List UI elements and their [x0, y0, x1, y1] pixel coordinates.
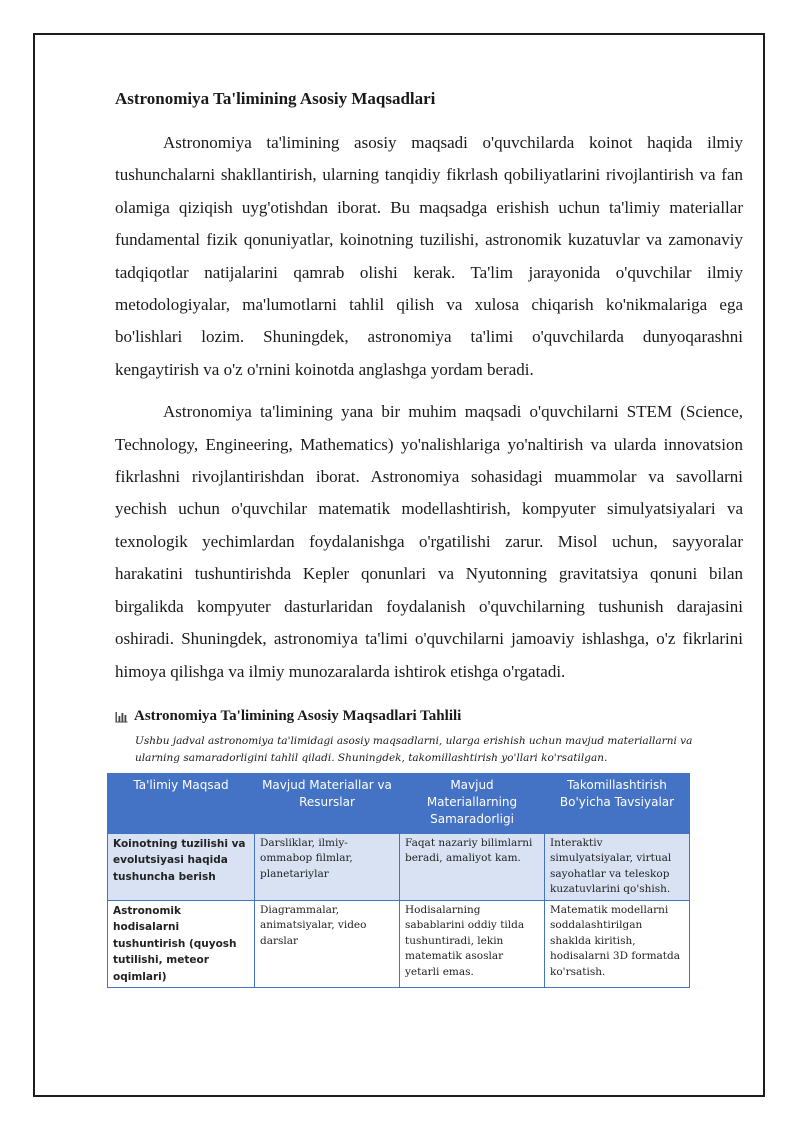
cell-effectiveness: Hodisalarning sabablarini oddiy tilda tushuntiradi, lekin matematik asoslar yetarli emas. — [400, 900, 545, 988]
table-description: Ushbu jadval astronomiya ta'limidagi asosiy maqsadlarni, ularga erishish uchun mavjud materiallarni va ularning samaradorligini tahlil qiladi. Shuningdek, takomillashtirish yo'llari ko'rsatilgan. — [135, 734, 693, 764]
column-header-goal: Ta'limiy Maqsad — [108, 773, 255, 833]
goals-table — [107, 773, 690, 989]
bar-chart-icon — [115, 710, 128, 723]
paragraph-2: Astronomiya ta'limining yana bir muhim maqsadi o'quvchilarni STEM (Science, Technology, Engineering, Mathematics) yo'nalishlariga yo'naltirish va ularda innovatsion fikrlashni rivojlantirishdan iborat. Astronomiya sohasidagi muammolar va savollarni yechish uchun o'quvchilar matematik modellashtirish, kompyuter simulyatsiyalari va texnologik yechimlardan foydalanishga o'rgatilishi zarur. Misol uchun, sayyoralar harakatini tushuntirishda Kepler qonunlari va Nyutonning gravitatsiya qonuni bilan birgalikda kompyuter dasturlaridan foydalanish o'quvchilarning tushunish darajasini oshiradi. Shuningdek, astronomiya ta'limi o'quvchilarni jamoaviy ishlashga, o'z fikrlarini himoya qilishga va ilmiy munozaralarda ishtirok etishga o'rgatadi. — [115, 402, 743, 681]
cell-goal: Koinotning tuzilishi va evolutsiyasi haqida tushuncha berish — [108, 833, 255, 900]
table-row — [108, 833, 690, 900]
cell-materials: Darsliklar, ilmiy-ommabop filmlar, planetariylar — [255, 833, 400, 900]
table-header-row — [108, 773, 690, 833]
column-header-effectiveness: Mavjud Materiallarning Samaradorligi — [400, 773, 545, 833]
cell-recommendations: Matematik modellarni soddalashtirilgan shaklda kiritish, hodisalarni 3D formatda ko'rsatish. — [545, 900, 690, 988]
cell-goal: Astronomik hodisalarni tushuntirish (quyosh tutilishi, meteor oqimlari) — [108, 900, 255, 988]
cell-effectiveness: Faqat nazariy bilimlarni beradi, amaliyot kam. — [400, 833, 545, 900]
cell-recommendations: Interaktiv simulyatsiyalar, virtual sayohatlar va teleskop kuzatuvlarini qo'shish. — [545, 833, 690, 900]
section-heading: Astronomiya Ta'limining Asosiy Maqsadlari — [115, 89, 436, 108]
document-body — [115, 86, 743, 988]
table-title-text: Astronomiya Ta'limining Asosiy Maqsadlari Tahlili — [134, 707, 462, 724]
column-header-materials: Mavjud Materiallar va Resurslar — [255, 773, 400, 833]
column-header-recommendations: Takomillashtirish Bo'yicha Tavsiyalar — [545, 773, 690, 833]
table-row — [108, 900, 690, 988]
paragraph-1: Astronomiya ta'limining asosiy maqsadi o'quvchilarda koinot haqida ilmiy tushunchalarni shakllantirish, ularning tanqidiy fikrlash qobiliyatlarini rivojlantirish va fan olamiga qiziqish uyg'otishdan iborat. Bu maqsadga erishish uchun ta'limiy materiallar fundamental fizik qonuniyatlar, koinotning tuzilishi, astronomik kuzatuvlar va zamonaviy tadqiqotlar natijalarini qamrab olishi kerak. Ta'lim jarayonida o'quvchilar ilmiy metodologiyalar, ma'lumotlarni tahlil qilish va xulosa chiqarish ko'nikmalariga ega bo'lishlari lozim. Shuningdek, astronomiya ta'limi o'quvchilarda dunyoqarashni kengaytirish va o'z o'rnini koinotda anglashga yordam beradi. — [115, 133, 743, 379]
table-title — [115, 708, 743, 725]
cell-materials: Diagrammalar, animatsiyalar, video darslar — [255, 900, 400, 988]
